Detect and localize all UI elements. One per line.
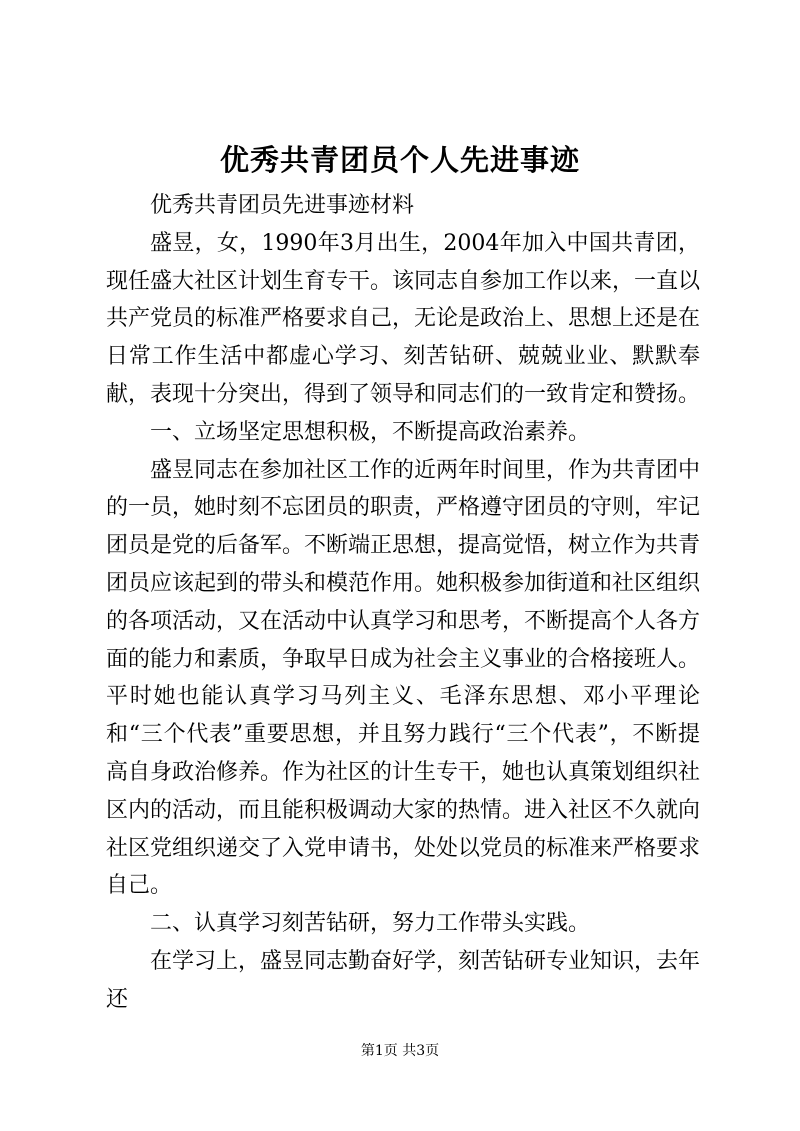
- body-paragraph: 在学习上，盛昱同志勤奋好学，刻苦钻研专业知识，去年还: [106, 948, 701, 1012]
- page-number-footer: 第1页 共3页: [360, 1043, 440, 1059]
- document-body: [106, 187, 700, 1019]
- body-paragraph: 盛昱同志在参加社区工作的近两年时间里，作为共青团中的一员，她时刻不忘团员的职责，严格遵守团员的守则，牢记团员是党的后备军。不断端正思想，提高觉悟，树立作为共青团员应该起到的带头和模范作用。她积极参加街道和社区组织的各项活动，又在活动中认真学习和思考，不断提高个人各方面的能力和素质，争取早日成为社会主义事业的合格接班人。平时她也能认真学习马列主义、毛泽东思想、邓小平理论和“三个代表”重要思想，并且努力践行“三个代表”，不断提高自身政治修养。作为社区的计生专干，她也认真策划组织社区内的活动，而且能积极调动大家的热情。进入社区不久就向社区党组织递交了入党申请书，处处以党员的标准来严格要求自己。: [106, 457, 701, 899]
- section-heading: 一、立场坚定思想积极，不断提高政治素养。: [150, 419, 591, 445]
- document-subtitle: 优秀共青团员先进事迹材料: [150, 193, 415, 218]
- body-paragraph: 盛昱，女，1990年3月出生，2004年加入中国共青团，现任盛大社区计划生育专干。该同志自参加工作以来，一直以共产党员的标准严格要求自己，无论是政治上、思想上还是在日常工作生活中都虚心学习、刻苦钻研、兢兢业业、默默奉献，表现十分突出，得到了领导和同志们的一致肯定和赞扬。: [106, 230, 701, 407]
- section-heading: 二、认真学习刻苦钻研，努力工作带头实践。: [150, 911, 591, 937]
- document-title: 优秀共青团员个人先进事迹: [219, 143, 580, 177]
